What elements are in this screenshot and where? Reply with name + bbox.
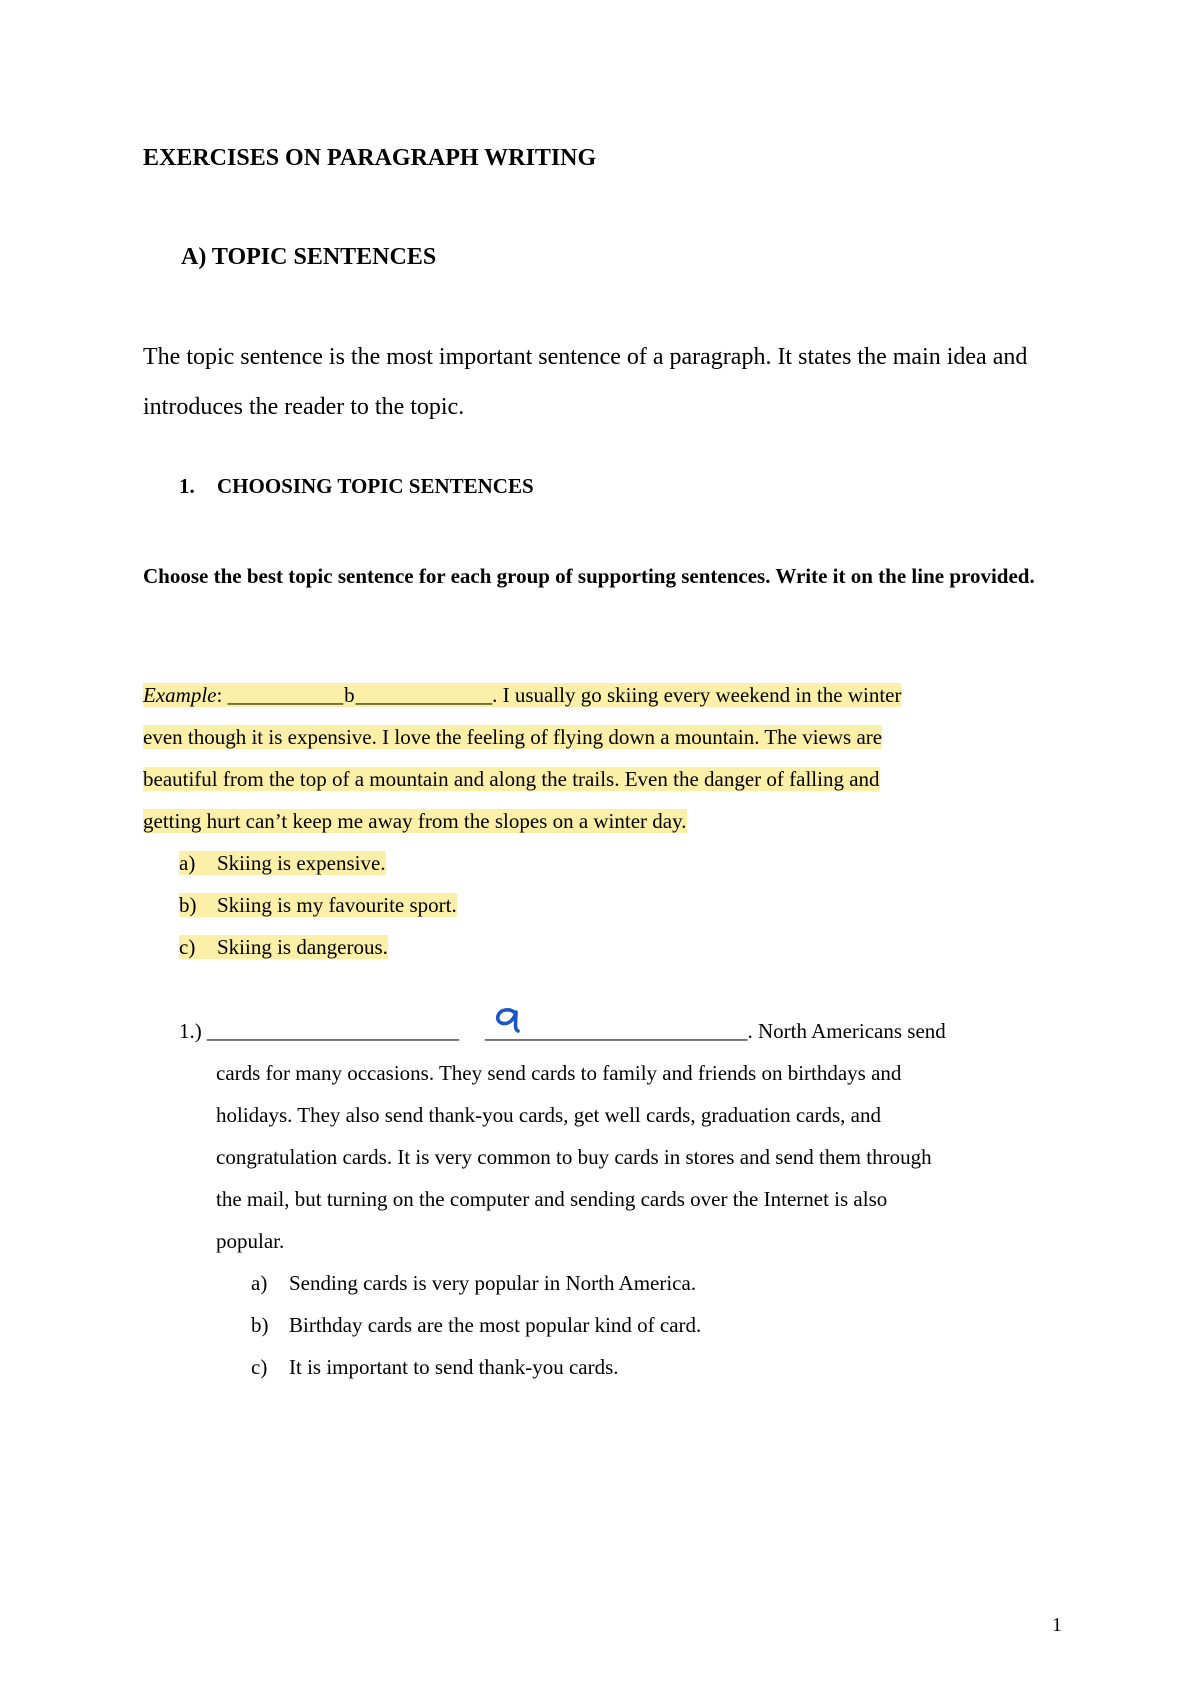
question-1-line-1 bbox=[179, 1019, 946, 1044]
question-1-option-b-text: Birthday cards are the most popular kind of card. bbox=[289, 1313, 702, 1337]
example-option-b-label: b) bbox=[179, 893, 197, 917]
question-1-option-c-text: It is important to send thank-you cards. bbox=[289, 1355, 619, 1379]
question-1-option-c bbox=[251, 1355, 619, 1380]
question-1-option-c-label: c) bbox=[251, 1355, 268, 1379]
example-line-2-text: even though it is expensive. I love the feeling of flying down a mountain. The views are bbox=[143, 725, 883, 749]
example-option-b bbox=[179, 893, 457, 918]
example-line-1-text: . I usually go skiing every weekend in the winter bbox=[492, 683, 902, 707]
subsection-heading bbox=[179, 474, 534, 499]
example-colon: : bbox=[216, 683, 228, 707]
question-1-line-3: holidays. They also send thank-you cards, get well cards, graduation cards, and bbox=[216, 1103, 882, 1127]
handwritten-answer bbox=[493, 1005, 523, 1039]
example-option-a-text: Skiing is expensive. bbox=[217, 851, 386, 875]
question-1-option-b bbox=[251, 1313, 701, 1338]
question-1-line-4: congratulation cards. It is very common to buy cards in stores and send them through bbox=[216, 1145, 932, 1169]
question-1-line-2: cards for many occasions. They send cards to family and friends on birthdays and bbox=[216, 1061, 902, 1085]
example-option-a bbox=[179, 851, 386, 876]
example-blank-before: ___________ bbox=[227, 683, 344, 707]
document-title: EXERCISES ON PARAGRAPH WRITING bbox=[143, 145, 597, 171]
question-1-line-6: popular. bbox=[216, 1229, 285, 1253]
question-1-option-a-text: Sending cards is very popular in North America. bbox=[289, 1271, 697, 1295]
question-1-line-5: the mail, but turning on the computer and sending cards over the Internet is also bbox=[216, 1187, 888, 1211]
example-line-1 bbox=[143, 683, 901, 708]
intro-paragraph: The topic sentence is the most important sentence of a paragraph. It states the main idea and introduces the reader to the topic. bbox=[143, 344, 1028, 420]
example-option-c-text: Skiing is dangerous. bbox=[217, 935, 388, 959]
question-1-number: 1.) bbox=[179, 1019, 202, 1043]
example-line-3-text: beautiful from the top of a mountain and along the trails. Even the danger of falling and bbox=[143, 767, 880, 791]
question-1-option-b-label: b) bbox=[251, 1313, 269, 1337]
page-number: 1 bbox=[1052, 1614, 1062, 1636]
example-option-b-text: Skiing is my favourite sport. bbox=[217, 893, 457, 917]
example-blank-after: _____________ bbox=[355, 683, 493, 707]
subsection-title: CHOOSING TOPIC SENTENCES bbox=[217, 474, 534, 498]
subsection-number: 1. bbox=[179, 474, 195, 498]
example-answer: b bbox=[344, 683, 355, 707]
example-option-c bbox=[179, 935, 388, 960]
example-option-a-label: a) bbox=[179, 851, 196, 875]
handwritten-a-glyph bbox=[493, 1005, 523, 1039]
question-1-line-1-text: . North Americans send bbox=[747, 1019, 946, 1043]
question-1-blank-after: _________________________ bbox=[485, 1019, 748, 1043]
question-1-option-a-label: a) bbox=[251, 1271, 268, 1295]
example-option-c-label: c) bbox=[179, 935, 196, 959]
example-line-2 bbox=[143, 725, 882, 750]
example-line-3 bbox=[143, 767, 880, 792]
question-1-blank-before: ________________________ bbox=[207, 1019, 459, 1043]
question-1-option-a bbox=[251, 1271, 696, 1296]
section-heading-topic-sentences: A) TOPIC SENTENCES bbox=[181, 244, 437, 270]
example-line-4 bbox=[143, 809, 687, 834]
exercise-instruction: Choose the best topic sentence for each group of supporting sentences. Write it on the line provided. bbox=[143, 564, 1035, 588]
example-line-4-text: getting hurt can’t keep me away from the slopes on a winter day. bbox=[143, 809, 687, 833]
example-label: Example bbox=[143, 683, 217, 707]
